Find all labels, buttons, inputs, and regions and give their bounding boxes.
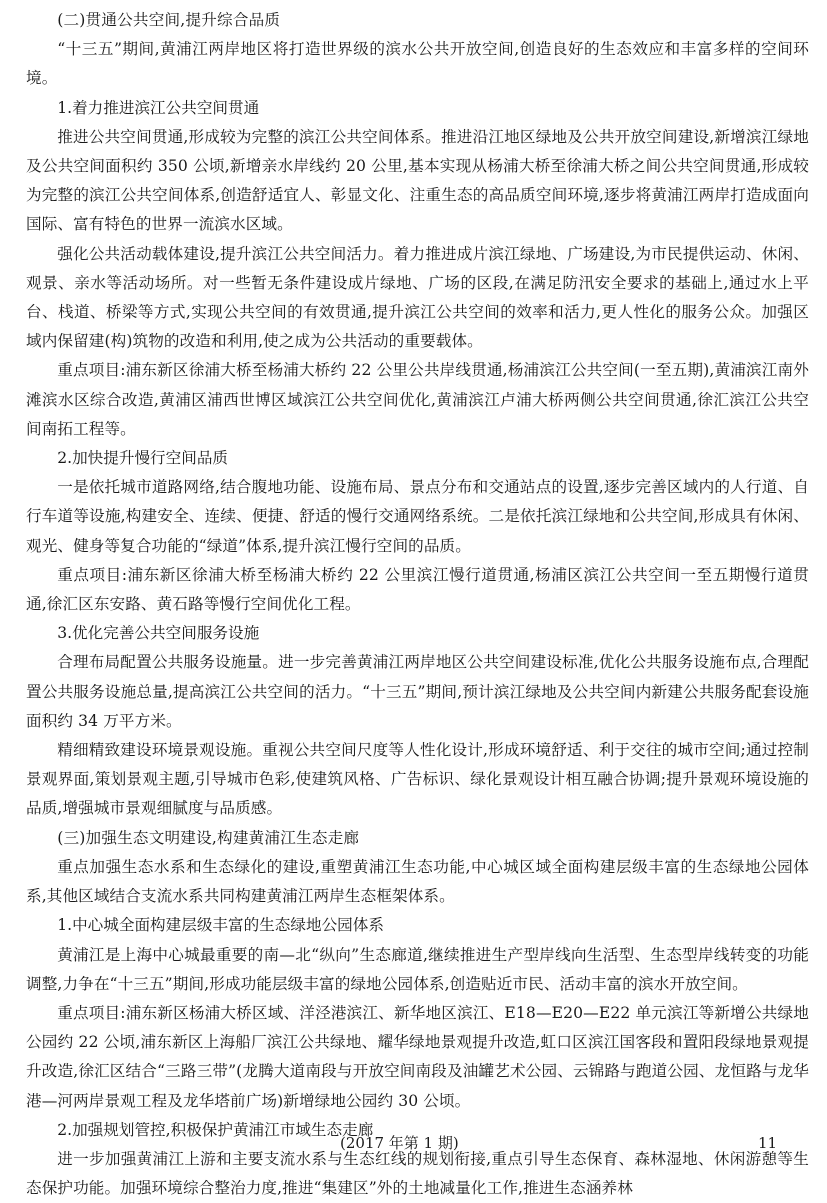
body-paragraph: 重点项目:浦东新区徐浦大桥至杨浦大桥约 22 公里公共岸线贯通,杨浦滨江公共空间(一至五期),黄浦滨江南外滩滨水区综合改造,黄浦区浦西世博区域滨江公共空间优化,黄浦滨江卢浦大桥两侧公共空间贯通,徐汇滨江公共空间南拓工程等。: [26, 361, 809, 438]
body-paragraph: 重点加强生态水系和生态绿化的建设,重塑黄浦江生态功能,中心城区域全面构建层级丰富的生态绿地公园体系,其他区域结合支流水系共同构建黄浦江两岸生态框架体系。: [26, 857, 809, 906]
section-heading: 2.加强规划管控,积极保护黄浦江市域生态走廊: [57, 1120, 374, 1139]
page-number: 11: [758, 1134, 778, 1152]
body-paragraph: “十三五”期间,黄浦江两岸地区将打造世界级的滨水公共开放空间,创造良好的生态效应和丰富多样的空间环境。: [26, 40, 809, 88]
body-paragraph: 一是依托城市道路网络,结合腹地功能、设施布局、景点分布和交通站点的设置,逐步完善区域内的人行道、自行车道等设施,构建安全、连续、便捷、舒适的慢行交通网络系统。二是依托滨江绿地和公共空间,形成具有休闲、观光、健身等复合功能的“绿道”体系,提升滨江慢行空间的品质。: [26, 478, 809, 555]
body-paragraph: 精细精致建设环境景观设施。重视公共空间尺度等人性化设计,形成环境舒适、利于交往的城市空间;通过控制景观界面,策划景观主题,引导城市色彩,使建筑风格、广告标识、绿化景观设计相互融合协调;提升景观环境设施的品质,增强城市景观细腻度与品质感。: [26, 741, 809, 818]
body-paragraph: 合理布局配置公共服务设施量。进一步完善黄浦江两岸地区公共空间建设标准,优化公共服务设施布点,合理配置公共服务设施总量,提高滨江公共空间的活力。“十三五”期间,预计滨江绿地及公共空间内新建公共服务配套设施面积约 34 万平方米。: [26, 653, 809, 730]
body-paragraph: 黄浦江是上海中心城最重要的南—北“纵向”生态廊道,继续推进生产型岸线向生活型、生态型岸线转变的功能调整,力争在“十三五”期间,形成功能层级丰富的绿地公园体系,创造贴近市民、活动丰富的滨水开放空间。: [26, 945, 809, 993]
section-heading: 3.优化完善公共空间服务设施: [57, 624, 260, 643]
issue-label: (2017 年第 1 期): [340, 1134, 459, 1152]
body-paragraph: 强化公共活动载体建设,提升滨江公共空间活力。着力推进成片滨江绿地、广场建设,为市民提供运动、休闲、观景、亲水等活动场所。对一些暂无条件建设成片绿地、广场的区段,在满足防汛安全要求的基础上,通过水上平台、栈道、桥梁等方式,实现公共空间的有效贯通,提升滨江公共空间的效率和活力,更人性化的服务公众。加强区域内保留建(构)筑物的改造和利用,使之成为公共活动的重要载体。: [26, 244, 809, 351]
section-heading: (二)贯通公共空间,提升综合品质: [57, 11, 281, 29]
body-paragraph: 重点项目:浦东新区徐浦大桥至杨浦大桥约 22 公里滨江慢行道贯通,杨浦区滨江公共空间一至五期慢行道贯通,徐汇区东安路、黄石路等慢行空间优化工程。: [26, 565, 809, 614]
section-heading: 1.中心城全面构建层级丰富的生态绿地公园体系: [57, 916, 384, 935]
body-paragraph: 重点项目:浦东新区杨浦大桥区域、洋泾港滨江、新华地区滨江、E18—E20—E22 单元滨江等新增公共绿地公园约 22 公顷,浦东新区上海船厂滨江公共绿地、耀华绿地景观提升改造,虹口区滨江国客段和置阳段绿地景观提升改造,徐汇区结合“三路三带”(龙腾大道南段与开放空间南段及油罐艺术公园、云锦路与跑道公园、龙恒路与龙华港—河两岸景观工程及龙华塔前广场)新增绿地公园约 30 公顷。: [26, 1003, 809, 1110]
page-footer: [0, 1128, 827, 1158]
section-heading: (三)加强生态文明建设,构建黄浦江生态走廊: [57, 828, 360, 847]
body-paragraph: 进一步加强黄浦江上游和主要支流水系与生态红线的规划衔接,重点引导生态保育、森林湿地、休闲游憩等生态保护功能。加强环境综合整治力度,推进“集建区”外的土地减量化工作,推进生态涵养林: [26, 1149, 809, 1198]
section-heading: 1.着力推进滨江公共空间贯通: [57, 98, 260, 117]
body-paragraph: 推进公共空间贯通,形成较为完整的滨江公共空间体系。推进沿江地区绿地及公共开放空间建设,新增滨江绿地及公共空间面积约 350 公顷,新增亲水岸线约 20 公里,基本实现从杨浦大桥至徐浦大桥之间公共空间贯通,形成较为完整的滨江公共空间体系,创造舒适宜人、彰显文化、注重生态的高品质空间环境,逐步将黄浦江两岸打造成面向国际、富有特色的世界一流滨水区域。: [26, 127, 809, 234]
document-body: [26, 6, 809, 1203]
section-heading: 2.加快提升慢行空间品质: [57, 449, 229, 468]
